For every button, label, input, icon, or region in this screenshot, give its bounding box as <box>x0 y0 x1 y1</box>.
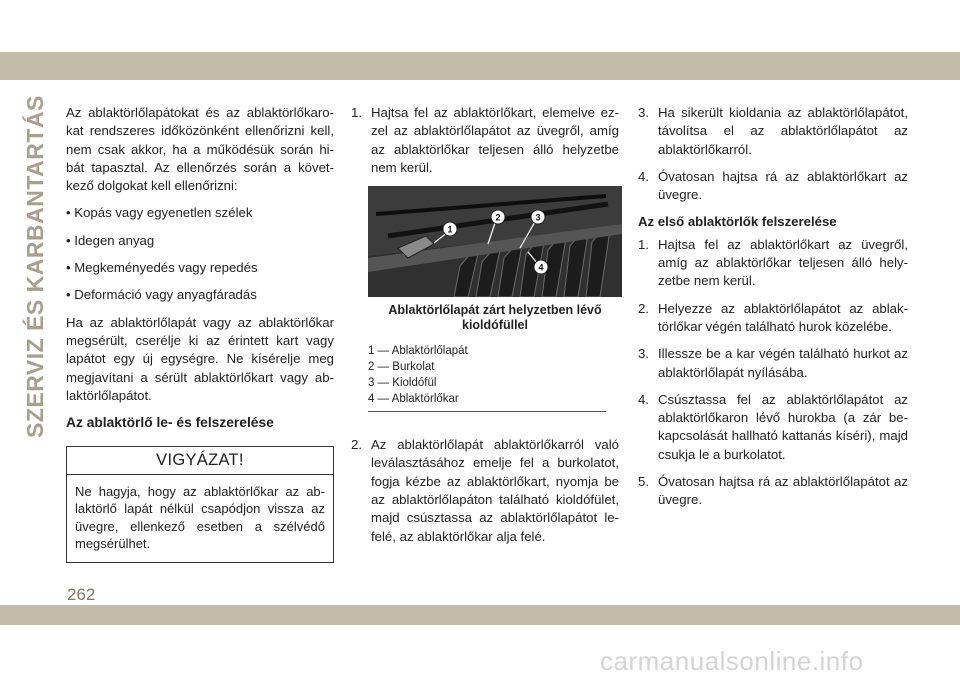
step-number: 3. <box>638 105 649 120</box>
list-item <box>351 436 619 546</box>
step-text: Hajtsa fel az ablaktörlőkart, elemelve ez-zel az ablaktörlőlapátot az üvegről, amíg az ablaktörlőkar teljesen álló helyzetbe nem kerül. <box>371 105 619 175</box>
intro-paragraph: Az ablaktörlőlapátokat és az ablaktörlőkaro-kat rendszeres időközönként ellenőrizni kell, nem csak akkor, ha a működésük során hi-bát tapasztal. Az ellenőrzés során a követ-kező dolgokat kell ellenőrizni: <box>66 105 334 194</box>
section-heading: Az első ablaktörlők felszerelése <box>638 214 837 230</box>
warning-title: VIGYÁZAT! <box>67 447 333 474</box>
column-2 <box>351 104 619 555</box>
replace-paragraph: Ha az ablaktörlőlapát vagy az ablaktörlőkar megsérült, cserélje ki az érintett kart vagy lapátot egy új egységre. Ne kísérelje meg megjavítani a sérült ablaktörlőkart vagy ab-laktörlőlapátot. <box>66 314 334 403</box>
list-item <box>351 104 619 177</box>
list-item <box>638 391 908 464</box>
header-band <box>0 52 960 80</box>
footer-band <box>0 605 960 625</box>
step-number: 5. <box>638 474 649 490</box>
callout-3: 3 <box>535 212 541 223</box>
watermark[interactable]: carmanualsonline.info <box>600 646 864 676</box>
step-number: 2. <box>351 437 362 453</box>
bullet-item: • Idegen anyag <box>66 232 155 248</box>
step-text: Illessze be a kar végén található hurkot az ablaktörlőlapát nyílásába. <box>658 346 908 380</box>
figure-legend <box>368 343 606 412</box>
warning-box <box>66 446 334 562</box>
page-number: 262 <box>67 585 96 604</box>
list-item <box>638 473 908 510</box>
legend-item: 4 — Ablaktörlőkar <box>368 393 459 406</box>
list-item <box>638 104 908 159</box>
step-text: Óvatosan hajtsa rá az ablaktörlőkart az üvegre. <box>658 168 908 203</box>
step-text: Csúsztassa fel az ablaktörlőlapátot az ablaktörlőkaron lévő hurokba (a zár be-kapcsolását hallható kattanás kíséri), majd csukja le a burkolatot. <box>658 391 908 462</box>
wiper-illustration <box>368 186 622 297</box>
list-item <box>638 168 908 205</box>
section-heading: Az ablaktörlő le- és felszerelése <box>66 415 274 431</box>
step-number: 2. <box>638 300 649 316</box>
step-number: 4. <box>638 168 649 184</box>
legend-item: 1 — Ablaktörlőlapát <box>368 345 468 358</box>
bullet-item: • Deformáció vagy anyagfáradás <box>66 287 257 303</box>
list-item <box>638 345 908 382</box>
callout-4: 4 <box>538 262 544 273</box>
list-item <box>638 236 908 291</box>
column-1 <box>66 104 334 563</box>
legend-item: 3 — Kioldófül <box>368 377 437 390</box>
step-number: 1. <box>351 105 362 120</box>
step-number: 4. <box>638 391 649 407</box>
step-text: Az ablaktörlőlapát ablaktörlőkarról való leválasztásához emelje fel a burkolatot, fogja kézbe az ablaktörlőkart, nyomja be az ablaktörlőlapáton található kioldófület, majd csúsztassa az ablaktörlőlapátot le-felé, az ablaktörlőkar alja felé. <box>371 437 619 544</box>
section-side-title: SZERVIZ ÉS KARBANTARTÁS <box>22 95 48 438</box>
bullet-item: • Megkeményedés vagy repedés <box>66 260 258 276</box>
step-text: Óvatosan hajtsa rá az ablaktörlőlapátot az üvegre. <box>658 474 908 508</box>
callout-1: 1 <box>447 224 453 235</box>
step-text: Hajtsa fel az ablaktörlőkart az üvegről, amíg az ablaktörlőkar teljesen álló hely-zetbe nem kerül. <box>658 236 908 289</box>
legend-item: 2 — Burkolat <box>368 361 435 374</box>
step-number: 1. <box>638 236 649 252</box>
step-text: Ha sikerült kioldania az ablaktörlőlapátot, távolítsa el az ablaktörlőlapátot az ablaktörlőkarról. <box>658 105 908 157</box>
step-text: Helyezze az ablaktörlőlapátot az ablak-törlőkar végén található hurok közelébe. <box>658 300 908 334</box>
callout-2: 2 <box>495 212 501 223</box>
column-3 <box>638 104 908 519</box>
warning-body: Ne hagyja, hogy az ablaktörlőkar az ab-laktörlő lapát nélkül csapódjon vissza az üvegre, ellenkező esetben a szélvédő megsérülhet. <box>75 483 325 552</box>
bullet-item: • Kopás vagy egyenetlen szélek <box>66 205 253 221</box>
step-number: 3. <box>638 346 649 362</box>
figure-caption: Ablaktörlőlapát zárt helyzetben lévő kioldófüllel <box>388 303 602 333</box>
list-item <box>638 300 908 337</box>
